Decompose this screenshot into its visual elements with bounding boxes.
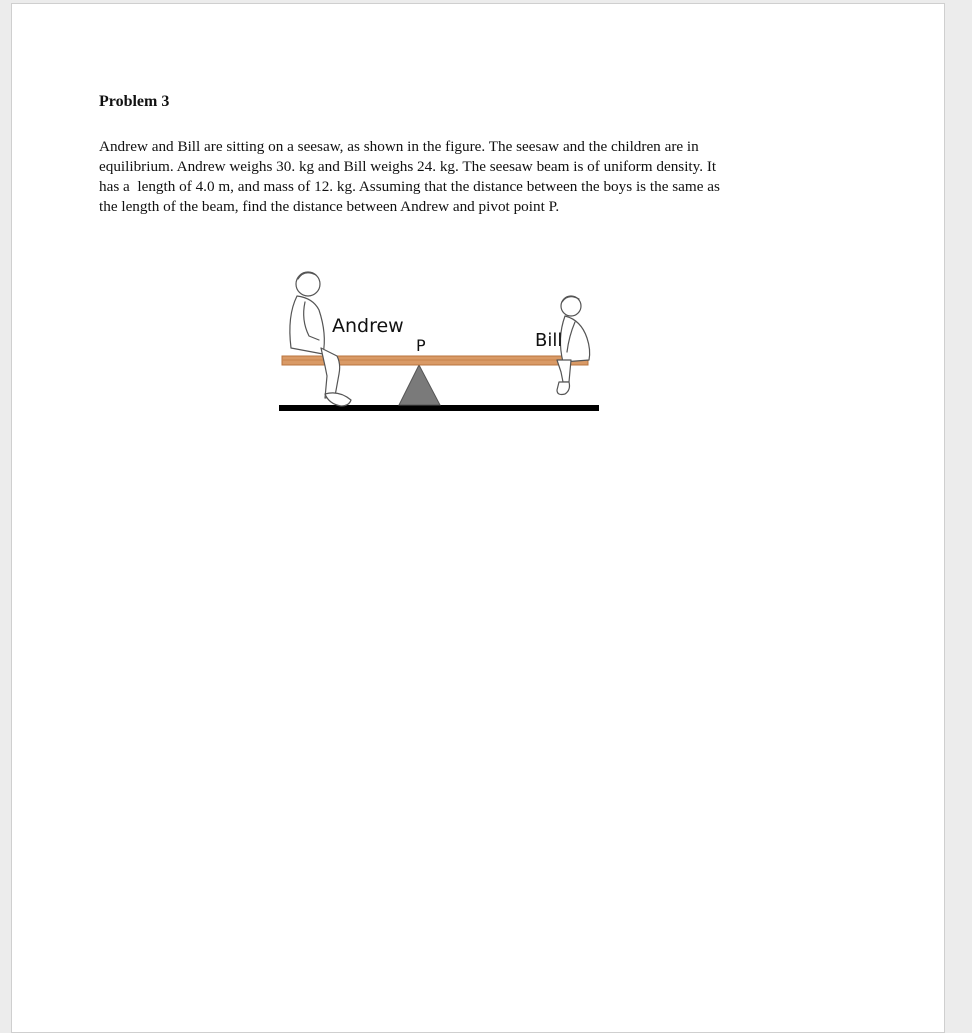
andrew-figure <box>290 272 351 406</box>
problem-line-4: the length of the beam, find the distance between Andrew and pivot point P. <box>99 198 560 215</box>
problem-statement <box>99 137 879 217</box>
seesaw-figure <box>275 262 615 422</box>
problem-line-2: equilibrium. Andrew weighs 30. kg and Bill weighs 24. kg. The seesaw beam is of uniform density. It <box>99 158 717 175</box>
pivot-label: P <box>416 336 426 355</box>
problem-heading: Problem 3 <box>99 93 170 110</box>
problem-line-3: has a length of 4.0 m, and mass of 12. kg. Assuming that the distance between the boys is the same as <box>99 178 720 195</box>
ground-line <box>279 405 599 411</box>
document-page <box>11 3 945 1033</box>
problem-line-1: Andrew and Bill are sitting on a seesaw, as shown in the figure. The seesaw and the children are in <box>99 138 699 155</box>
bill-label: Bill <box>535 330 563 351</box>
andrew-label: Andrew <box>332 315 404 337</box>
pivot-fulcrum <box>399 365 440 405</box>
